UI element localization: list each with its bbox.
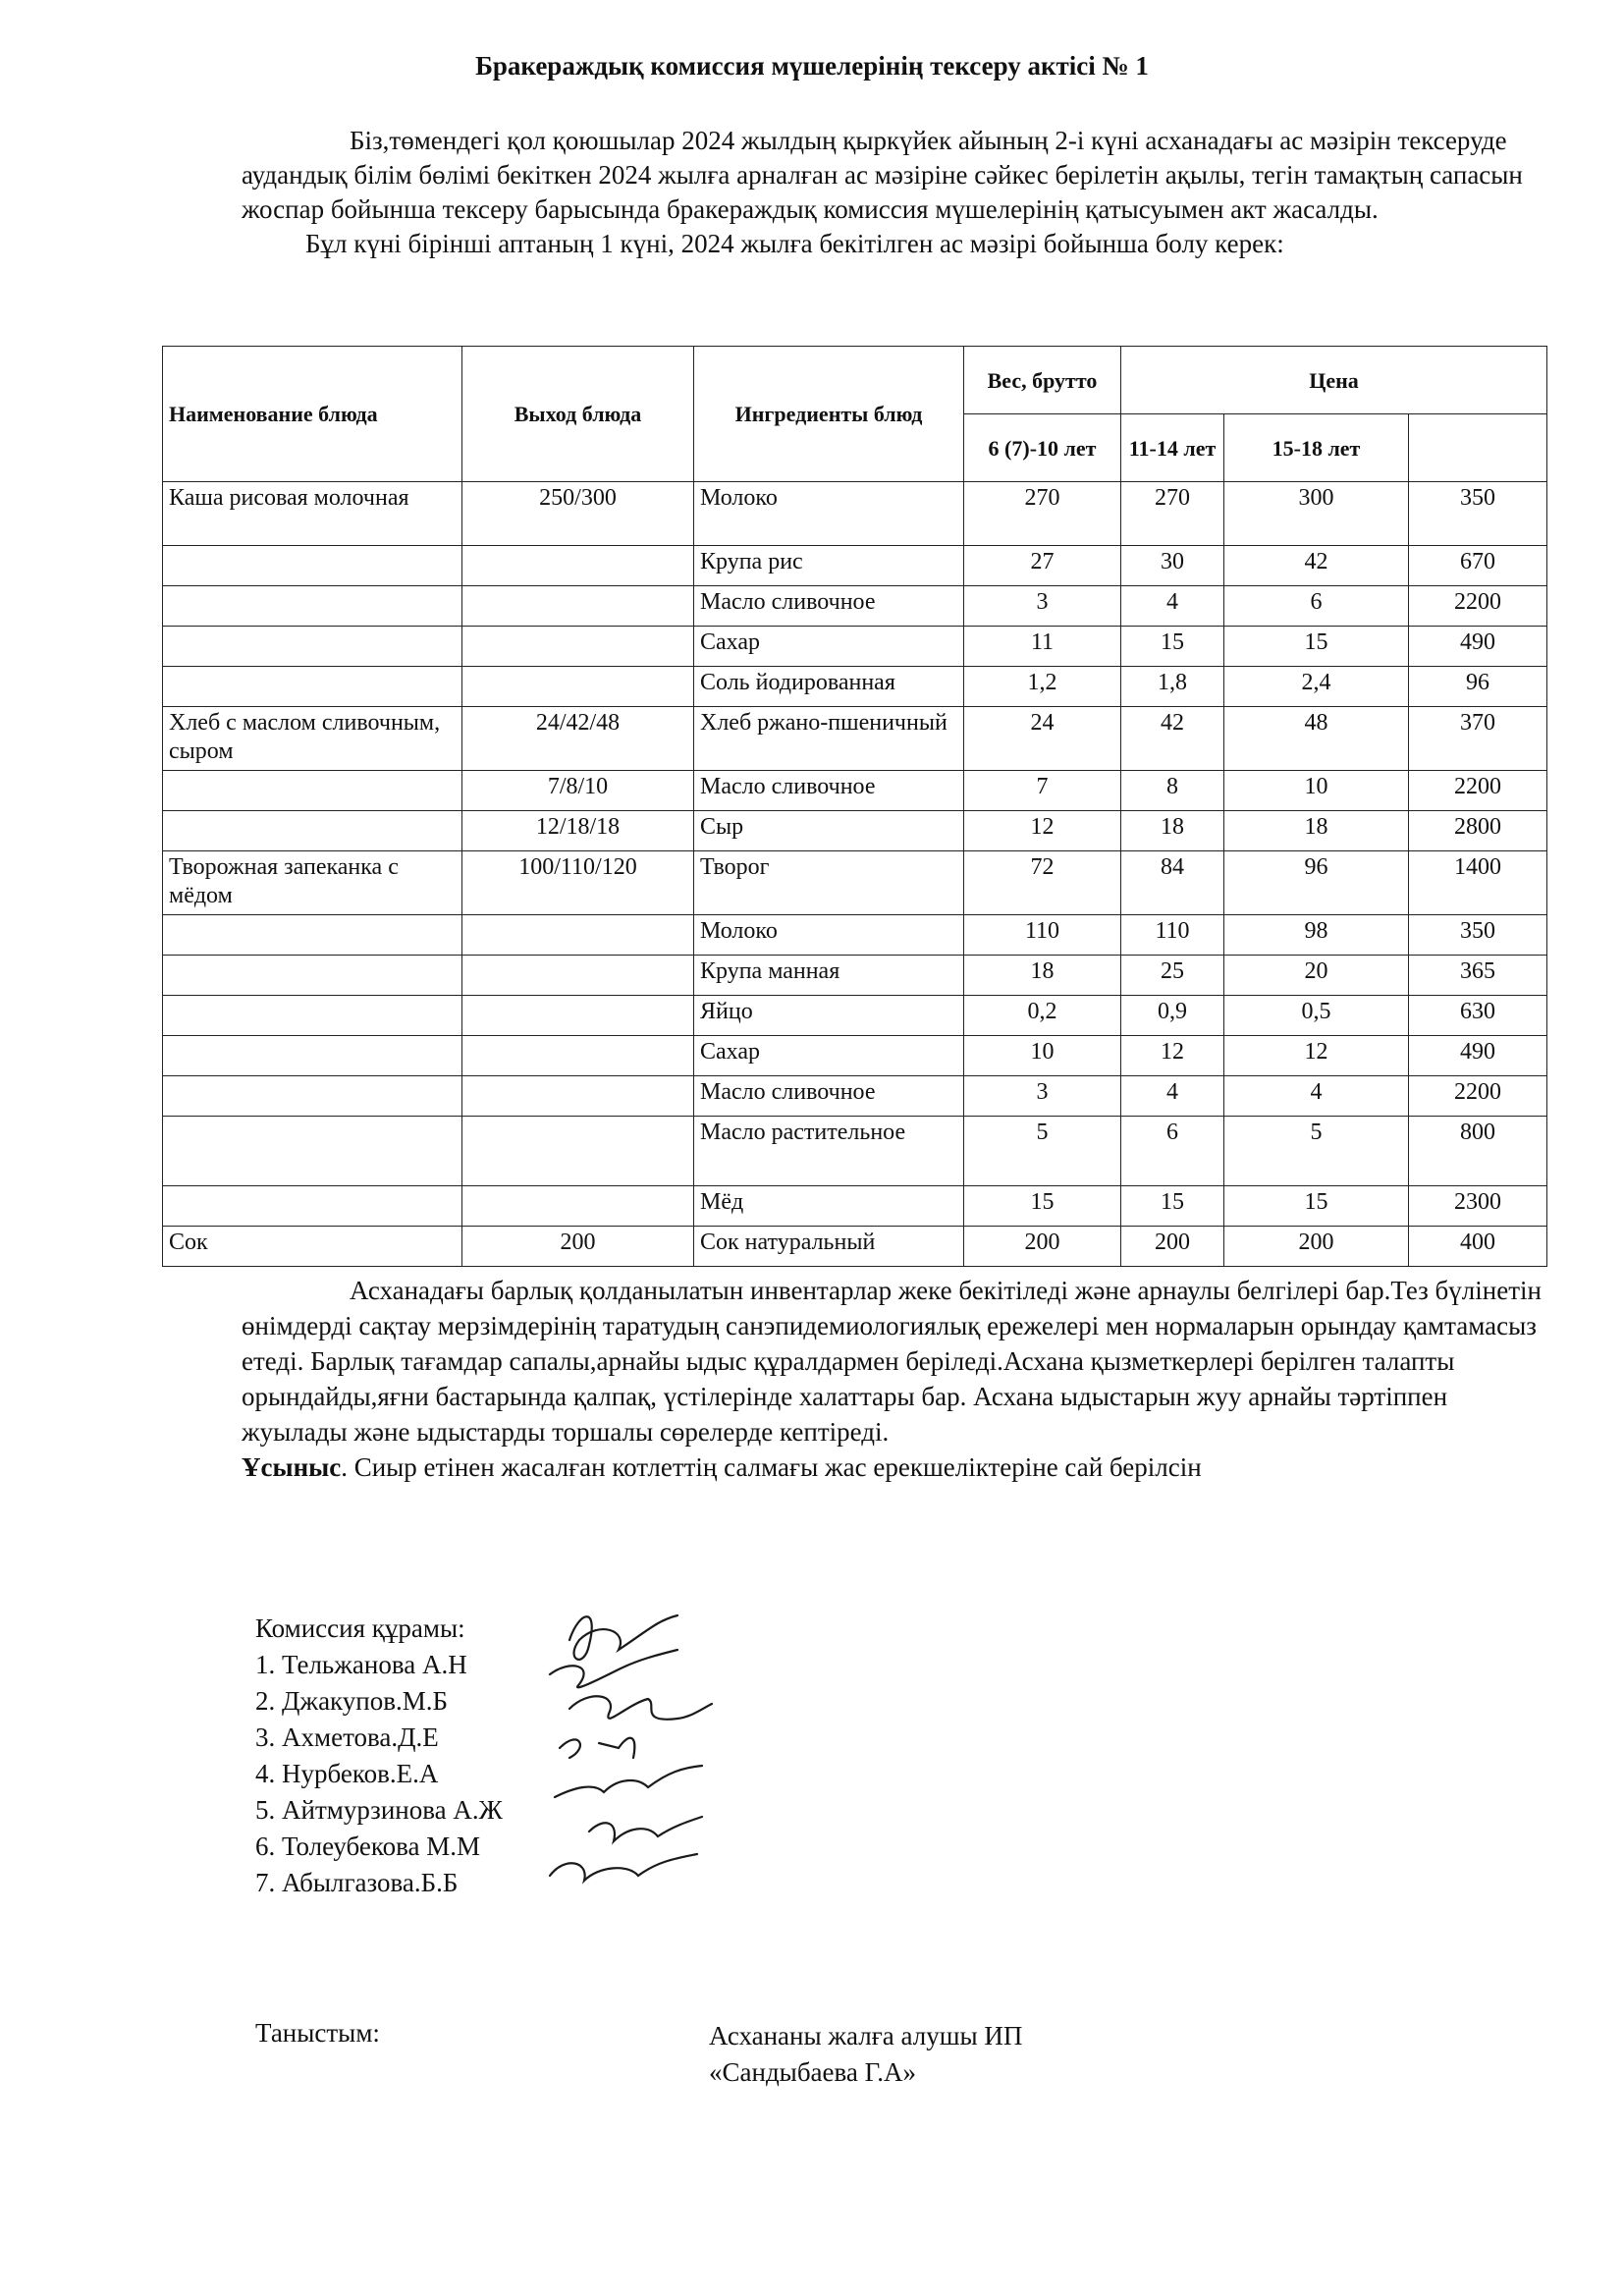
weight-age-15-18-cell: 48 xyxy=(1224,707,1409,771)
lessee-name: «Сандыбаева Г.А» xyxy=(709,2057,916,2087)
price-cell: 400 xyxy=(1409,1227,1547,1267)
weight-age-15-18-cell: 5 xyxy=(1224,1117,1409,1186)
output-cell: 12/18/18 xyxy=(462,811,694,851)
table-row xyxy=(163,627,1547,667)
output-cell xyxy=(462,1117,694,1186)
weight-age-6-10-cell: 200 xyxy=(964,1227,1121,1267)
weight-age-15-18-cell: 18 xyxy=(1224,811,1409,851)
weight-age-15-18-cell: 96 xyxy=(1224,851,1409,915)
table-row xyxy=(163,482,1547,546)
weight-age-15-18-cell: 300 xyxy=(1224,482,1409,546)
commission-heading: Комиссия құрамы: xyxy=(255,1613,465,1643)
commission-member: 5. Айтмурзинова А.Ж xyxy=(255,1795,503,1825)
price-cell: 1400 xyxy=(1409,851,1547,915)
weight-age-15-18-cell: 15 xyxy=(1224,1186,1409,1227)
table-row xyxy=(163,546,1547,586)
weight-age-6-10-cell: 3 xyxy=(964,586,1121,627)
commission-member: 2. Джакупов.М.Б xyxy=(255,1686,449,1716)
dish-name-cell xyxy=(163,1186,462,1227)
recommendation-label: Ұсыныс xyxy=(242,1452,342,1482)
weight-age-15-18-cell: 0,5 xyxy=(1224,996,1409,1036)
weight-age-11-14-cell: 0,9 xyxy=(1121,996,1224,1036)
ingredient-cell: Сахар xyxy=(694,627,964,667)
weight-age-11-14-cell: 15 xyxy=(1121,627,1224,667)
weight-age-15-18-cell: 10 xyxy=(1224,771,1409,811)
weight-age-11-14-cell: 200 xyxy=(1121,1227,1224,1267)
price-cell: 350 xyxy=(1409,915,1547,956)
dish-name-cell: Творожная запеканка с мёдом xyxy=(163,851,462,915)
ingredient-cell: Масло растительное xyxy=(694,1117,964,1186)
commission-member: 4. Нурбеков.Е.А xyxy=(255,1759,439,1788)
price-cell: 2200 xyxy=(1409,586,1547,627)
weight-age-15-18-cell: 4 xyxy=(1224,1076,1409,1117)
output-cell xyxy=(462,586,694,627)
ingredient-cell: Крупа рис xyxy=(694,546,964,586)
output-cell xyxy=(462,915,694,956)
weight-age-11-14-cell: 110 xyxy=(1121,915,1224,956)
weight-age-15-18-cell: 98 xyxy=(1224,915,1409,956)
output-cell: 100/110/120 xyxy=(462,851,694,915)
table-row xyxy=(163,811,1547,851)
document-title: Бракераждық комиссия мүшелерінің тексеру актісі № 1 xyxy=(475,51,1149,81)
ingredient-cell: Сахар xyxy=(694,1036,964,1076)
table-row xyxy=(163,915,1547,956)
table-header-row xyxy=(163,347,1547,414)
weight-age-15-18-cell: 200 xyxy=(1224,1227,1409,1267)
output-cell xyxy=(462,1036,694,1076)
ingredient-cell: Сыр xyxy=(694,811,964,851)
acknowledged-label: Таныстым: xyxy=(255,2018,380,2048)
intro-menu-line: Бұл күні бірінші аптаның 1 күні, 2024 жылға бекітілген ас мәзірі бойынша болу керек: xyxy=(305,229,1284,258)
ingredient-cell: Творог xyxy=(694,851,964,915)
weight-age-6-10-cell: 1,2 xyxy=(964,667,1121,707)
body-section xyxy=(242,1273,1547,1485)
price-cell: 350 xyxy=(1409,482,1547,546)
table-row xyxy=(163,707,1547,771)
lessee-line: Асхананы жалға алушы ИП xyxy=(709,2021,1023,2050)
output-cell: 7/8/10 xyxy=(462,771,694,811)
weight-age-11-14-cell: 30 xyxy=(1121,546,1224,586)
output-cell xyxy=(462,956,694,996)
weight-age-6-10-cell: 10 xyxy=(964,1036,1121,1076)
dish-name-cell: Сок xyxy=(163,1227,462,1267)
header-output: Выход блюда xyxy=(462,347,694,482)
dish-name-cell xyxy=(163,771,462,811)
price-cell: 2300 xyxy=(1409,1186,1547,1227)
header-ingredients: Ингредиенты блюд xyxy=(694,347,964,482)
output-cell: 24/42/48 xyxy=(462,707,694,771)
table-row xyxy=(163,851,1547,915)
ingredient-cell: Соль йодированная xyxy=(694,667,964,707)
weight-age-6-10-cell: 3 xyxy=(964,1076,1121,1117)
handwritten-signatures xyxy=(511,1601,746,1915)
dish-name-cell xyxy=(163,956,462,996)
ingredient-cell: Крупа манная xyxy=(694,956,964,996)
header-blank xyxy=(1409,414,1547,482)
weight-age-11-14-cell: 18 xyxy=(1121,811,1224,851)
table-row xyxy=(163,956,1547,996)
dish-name-cell xyxy=(163,546,462,586)
weight-age-11-14-cell: 6 xyxy=(1121,1117,1224,1186)
price-cell: 490 xyxy=(1409,627,1547,667)
ingredient-cell: Мёд xyxy=(694,1186,964,1227)
recommendation xyxy=(242,1449,1547,1485)
table-row xyxy=(163,771,1547,811)
header-price: Цена xyxy=(1121,347,1547,414)
commission-member: 6. Толеубекова М.М xyxy=(255,1831,481,1861)
ingredient-cell: Масло сливочное xyxy=(694,586,964,627)
commission-member: 3. Ахметова.Д.Е xyxy=(255,1722,439,1752)
table-row xyxy=(163,1076,1547,1117)
weight-age-15-18-cell: 15 xyxy=(1224,627,1409,667)
weight-age-11-14-cell: 1,8 xyxy=(1121,667,1224,707)
table-row xyxy=(163,996,1547,1036)
ingredient-cell: Хлеб ржано-пшеничный xyxy=(694,707,964,771)
ingredient-cell: Яйцо xyxy=(694,996,964,1036)
weight-age-6-10-cell: 72 xyxy=(964,851,1121,915)
ingredient-cell: Молоко xyxy=(694,482,964,546)
dish-name-cell xyxy=(163,627,462,667)
price-cell: 670 xyxy=(1409,546,1547,586)
output-cell xyxy=(462,667,694,707)
lessee-info xyxy=(709,2018,1022,2091)
body-paragraph: Асханадағы барлық қолданылатын инвентарлар жеке бекітіледі және арнаулы белгілері бар.Тез бүлінетін өнімдерді сақтау мерзімдерінің таратудың санэпидемиологиялық ережелері мен нормаларын орындау қамтамасыз етеді. Барлық тағамдар сапалы,арнайы ыдыс құралдармен беріледі.Асхана қызметкерлері берілген талапты орындайды,яғни бастарында қалпақ, үстілерінде халаттары бар. Асхана ыдыстарын жуу арнайы тәртіппен жуылады және ыдыстарды торшалы сөрелерде кептіреді. xyxy=(242,1276,1542,1447)
dish-name-cell xyxy=(163,811,462,851)
dish-name-cell xyxy=(163,586,462,627)
ingredient-cell: Молоко xyxy=(694,915,964,956)
commission-list xyxy=(255,1611,503,1901)
weight-age-15-18-cell: 12 xyxy=(1224,1036,1409,1076)
price-cell: 490 xyxy=(1409,1036,1547,1076)
ingredient-cell: Сок натуральный xyxy=(694,1227,964,1267)
header-age-15-18: 15-18 лет xyxy=(1224,414,1409,482)
output-cell xyxy=(462,546,694,586)
price-cell: 630 xyxy=(1409,996,1547,1036)
weight-age-11-14-cell: 4 xyxy=(1121,586,1224,627)
table-row xyxy=(163,1117,1547,1186)
dish-name-cell xyxy=(163,667,462,707)
price-cell: 2800 xyxy=(1409,811,1547,851)
intro-paragraph: Біз,төмендегі қол қоюшылар 2024 жылдың қыркүйек айының 2-і күні асханадағы ас мәзірін тексеруде аудандық білім бөлімі бекіткен 2024 жылға арналған ас мәзіріне сәйкес берілетін ақылы, тегін тамақтың сапасын жоспар бойынша тексеру барысында бракераждық комиссия мүшелерінің қатысуымен акт жасалды. xyxy=(242,126,1523,224)
weight-age-15-18-cell: 6 xyxy=(1224,586,1409,627)
recommendation-text: . Сиыр етінен жасалған котлеттің салмағы жас ерекшеліктеріне сай берілсін xyxy=(341,1452,1202,1482)
dish-name-cell xyxy=(163,915,462,956)
header-age-11-14: 11-14 лет xyxy=(1121,414,1224,482)
dish-name-cell xyxy=(163,996,462,1036)
weight-age-6-10-cell: 24 xyxy=(964,707,1121,771)
weight-age-11-14-cell: 12 xyxy=(1121,1036,1224,1076)
weight-age-15-18-cell: 20 xyxy=(1224,956,1409,996)
weight-age-11-14-cell: 25 xyxy=(1121,956,1224,996)
weight-age-15-18-cell: 2,4 xyxy=(1224,667,1409,707)
price-cell: 800 xyxy=(1409,1117,1547,1186)
menu-table xyxy=(162,346,1547,1267)
price-cell: 365 xyxy=(1409,956,1547,996)
output-cell xyxy=(462,996,694,1036)
dish-name-cell xyxy=(163,1117,462,1186)
header-weight: Вес, брутто xyxy=(964,347,1121,414)
weight-age-11-14-cell: 15 xyxy=(1121,1186,1224,1227)
commission-member: 7. Абылгазова.Б.Б xyxy=(255,1868,459,1897)
intro-section xyxy=(242,124,1547,261)
weight-age-11-14-cell: 270 xyxy=(1121,482,1224,546)
output-cell: 250/300 xyxy=(462,482,694,546)
weight-age-11-14-cell: 8 xyxy=(1121,771,1224,811)
output-cell: 200 xyxy=(462,1227,694,1267)
weight-age-6-10-cell: 18 xyxy=(964,956,1121,996)
table-row xyxy=(163,1186,1547,1227)
price-cell: 96 xyxy=(1409,667,1547,707)
commission-member: 1. Тельжанова А.Н xyxy=(255,1650,467,1679)
dish-name-cell xyxy=(163,1036,462,1076)
weight-age-6-10-cell: 15 xyxy=(964,1186,1121,1227)
dish-name-cell: Хлеб с маслом сливочным, сыром xyxy=(163,707,462,771)
weight-age-15-18-cell: 42 xyxy=(1224,546,1409,586)
weight-age-6-10-cell: 12 xyxy=(964,811,1121,851)
price-cell: 2200 xyxy=(1409,771,1547,811)
ingredient-cell: Масло сливочное xyxy=(694,771,964,811)
weight-age-6-10-cell: 0,2 xyxy=(964,996,1121,1036)
header-dish-name: Наименование блюда xyxy=(163,347,462,482)
price-cell: 370 xyxy=(1409,707,1547,771)
output-cell xyxy=(462,1186,694,1227)
output-cell xyxy=(462,627,694,667)
output-cell xyxy=(462,1076,694,1117)
table-row xyxy=(163,1036,1547,1076)
table-row xyxy=(163,1227,1547,1267)
ingredient-cell: Масло сливочное xyxy=(694,1076,964,1117)
weight-age-11-14-cell: 84 xyxy=(1121,851,1224,915)
weight-age-6-10-cell: 27 xyxy=(964,546,1121,586)
weight-age-6-10-cell: 11 xyxy=(964,627,1121,667)
header-age-6-10: 6 (7)-10 лет xyxy=(964,414,1121,482)
weight-age-6-10-cell: 5 xyxy=(964,1117,1121,1186)
weight-age-6-10-cell: 7 xyxy=(964,771,1121,811)
price-cell: 2200 xyxy=(1409,1076,1547,1117)
weight-age-6-10-cell: 110 xyxy=(964,915,1121,956)
weight-age-11-14-cell: 4 xyxy=(1121,1076,1224,1117)
dish-name-cell xyxy=(163,1076,462,1117)
weight-age-6-10-cell: 270 xyxy=(964,482,1121,546)
weight-age-11-14-cell: 42 xyxy=(1121,707,1224,771)
table-row xyxy=(163,667,1547,707)
table-row xyxy=(163,586,1547,627)
dish-name-cell: Каша рисовая молочная xyxy=(163,482,462,546)
